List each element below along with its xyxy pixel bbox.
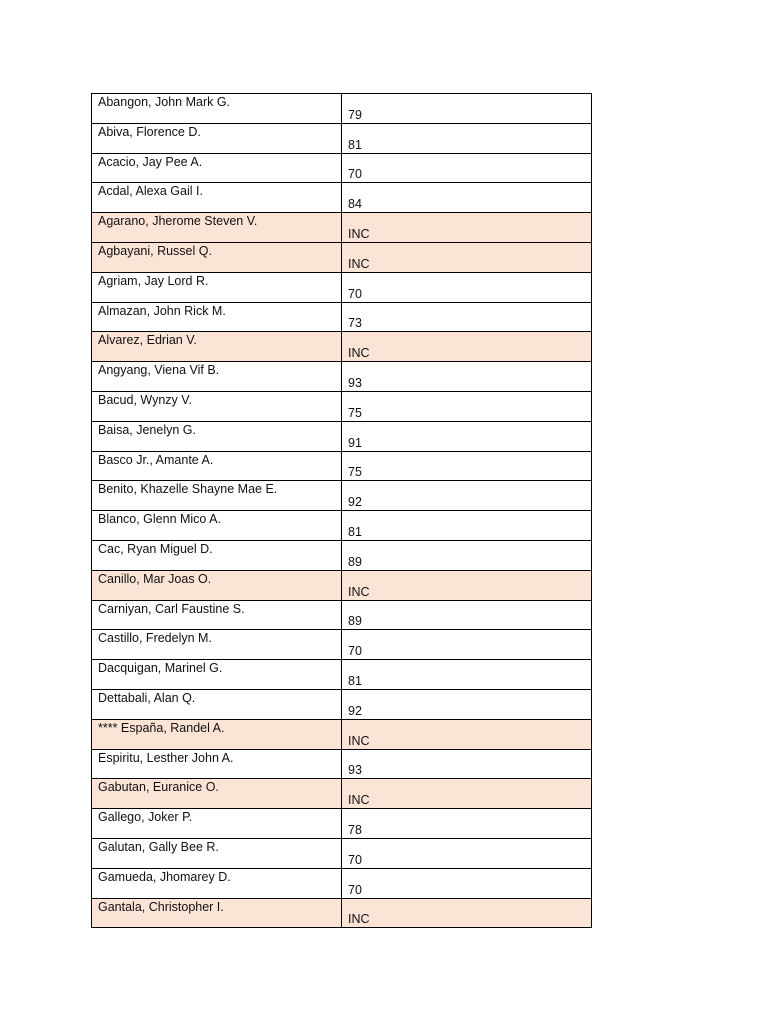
grade-cell: 92 <box>342 481 592 511</box>
student-name-cell: Benito, Khazelle Shayne Mae E. <box>92 481 342 511</box>
grade-cell: 93 <box>342 749 592 779</box>
table-row <box>92 302 592 332</box>
table-row <box>92 570 592 600</box>
table-row <box>92 689 592 719</box>
grade-cell: 73 <box>342 302 592 332</box>
student-name-cell: Blanco, Glenn Mico A. <box>92 511 342 541</box>
grade-cell: 91 <box>342 421 592 451</box>
student-name-cell: **** España, Randel A. <box>92 719 342 749</box>
table-row <box>92 898 592 928</box>
grades-table <box>91 93 592 928</box>
grade-cell: 84 <box>342 183 592 213</box>
table-row <box>92 600 592 630</box>
table-row <box>92 868 592 898</box>
table-row <box>92 779 592 809</box>
student-name-cell: Baisa, Jenelyn G. <box>92 421 342 451</box>
table-row <box>92 630 592 660</box>
student-name-cell: Dettabali, Alan Q. <box>92 689 342 719</box>
table-row <box>92 272 592 302</box>
table-row <box>92 362 592 392</box>
table-row <box>92 332 592 362</box>
student-name-cell: Espiritu, Lesther John A. <box>92 749 342 779</box>
student-name-cell: Gabutan, Euranice O. <box>92 779 342 809</box>
student-name-cell: Agriam, Jay Lord R. <box>92 272 342 302</box>
grade-cell: 81 <box>342 660 592 690</box>
grade-cell: 81 <box>342 511 592 541</box>
grade-cell: 70 <box>342 153 592 183</box>
table-row <box>92 481 592 511</box>
table-row <box>92 719 592 749</box>
table-row <box>92 540 592 570</box>
student-name-cell: Abangon, John Mark G. <box>92 94 342 124</box>
table-row <box>92 451 592 481</box>
grade-cell: INC <box>342 779 592 809</box>
student-name-cell: Galutan, Gally Bee R. <box>92 838 342 868</box>
grade-cell: 70 <box>342 838 592 868</box>
grade-cell: 89 <box>342 540 592 570</box>
table-row <box>92 421 592 451</box>
grade-cell: 92 <box>342 689 592 719</box>
table-row <box>92 242 592 272</box>
student-name-cell: Dacquigan, Marinel G. <box>92 660 342 690</box>
grade-cell: INC <box>342 213 592 243</box>
student-name-cell: Castillo, Fredelyn M. <box>92 630 342 660</box>
grade-cell: INC <box>342 898 592 928</box>
student-name-cell: Gamueda, Jhomarey D. <box>92 868 342 898</box>
grade-cell: 81 <box>342 123 592 153</box>
student-name-cell: Agarano, Jherome Steven V. <box>92 213 342 243</box>
student-name-cell: Acdal, Alexa Gail I. <box>92 183 342 213</box>
grade-cell: INC <box>342 719 592 749</box>
student-name-cell: Abiva, Florence D. <box>92 123 342 153</box>
grade-cell: INC <box>342 570 592 600</box>
table-row <box>92 153 592 183</box>
table-row <box>92 511 592 541</box>
student-name-cell: Agbayani, Russel Q. <box>92 242 342 272</box>
grade-cell: INC <box>342 332 592 362</box>
student-name-cell: Carniyan, Carl Faustine S. <box>92 600 342 630</box>
student-name-cell: Angyang, Viena Vif B. <box>92 362 342 392</box>
grade-cell: 89 <box>342 600 592 630</box>
grade-cell: 70 <box>342 272 592 302</box>
student-name-cell: Alvarez, Edrian V. <box>92 332 342 362</box>
table-row <box>92 838 592 868</box>
grade-cell: 70 <box>342 630 592 660</box>
grade-cell: 79 <box>342 94 592 124</box>
student-name-cell: Basco Jr., Amante A. <box>92 451 342 481</box>
grade-cell: 70 <box>342 868 592 898</box>
table-row <box>92 123 592 153</box>
table-row <box>92 183 592 213</box>
table-row <box>92 94 592 124</box>
grade-cell: 78 <box>342 809 592 839</box>
grade-cell: 93 <box>342 362 592 392</box>
student-name-cell: Cac, Ryan Miguel D. <box>92 540 342 570</box>
table-row <box>92 660 592 690</box>
student-name-cell: Canillo, Mar Joas O. <box>92 570 342 600</box>
table-row <box>92 213 592 243</box>
student-name-cell: Gallego, Joker P. <box>92 809 342 839</box>
grade-cell: INC <box>342 242 592 272</box>
student-name-cell: Acacio, Jay Pee A. <box>92 153 342 183</box>
grades-table-body <box>92 94 592 928</box>
table-row <box>92 391 592 421</box>
table-row <box>92 809 592 839</box>
student-name-cell: Gantala, Christopher I. <box>92 898 342 928</box>
table-row <box>92 749 592 779</box>
student-name-cell: Bacud, Wynzy V. <box>92 391 342 421</box>
grade-cell: 75 <box>342 391 592 421</box>
grade-cell: 75 <box>342 451 592 481</box>
student-name-cell: Almazan, John Rick M. <box>92 302 342 332</box>
